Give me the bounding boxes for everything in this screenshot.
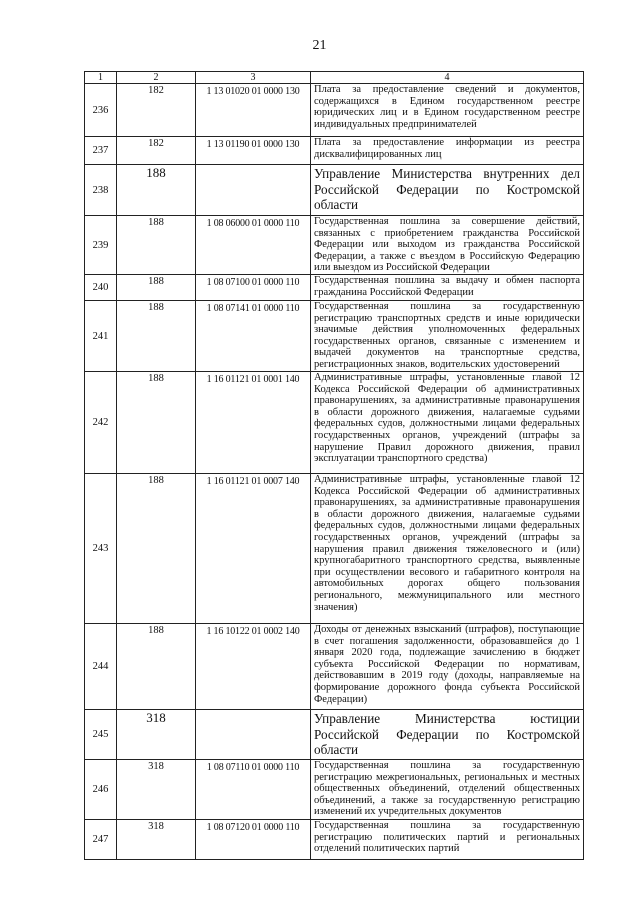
header-col-1: 1 [85,72,117,84]
row-number: 243 [85,474,117,624]
admin-code: 182 [117,84,196,137]
table-row [85,624,584,710]
revenue-description: Административные штрафы, установленные главой 12 Кодекса Российской Федерации об административных правонарушениях, за административные правонарушения в области дорожного движения, налагаемые судьями федеральных судов, должностными лицами федеральных государственных органов, учреждений (штрафы за нарушение Правил дорожного движения, правил эксплуатации транспортного средства) [311,372,584,474]
row-number: 242 [85,372,117,474]
table-row [85,301,584,372]
page-number: 21 [312,38,327,53]
revenue-description: Государственная пошлина за совершение действий, связанных с приобретением гражданства Российской Федерации или выходом из гражданства Российской Федерации, а также с въездом в Российскую Федерацию или выездом из Российской Федерации [311,216,584,275]
budget-classification-code: 1 08 06000 01 0000 110 [196,216,311,275]
header-col-2: 2 [117,72,196,84]
revenue-description: Государственная пошлина за выдачу и обмен паспорта гражданина Российской Федерации [311,275,584,301]
row-number: 244 [85,624,117,710]
row-number: 239 [85,216,117,275]
header-col-4: 4 [311,72,584,84]
admin-code: 188 [117,165,196,216]
administrator-name: Управление Министерства внутренних дел Российской Федерации по Костромской области [311,165,584,216]
budget-classification-code: 1 08 07141 01 0000 110 [196,301,311,372]
admin-code: 182 [117,137,196,165]
table-row [85,474,584,624]
revenue-description: Плата за предоставление сведений и документов, содержащихся в Едином государственном реестре юридических лиц и в Едином государственном реестре индивидуальных предпринимателей [311,84,584,137]
revenue-description: Плата за предоставление информации из реестра дисквалифицированных лиц [311,137,584,165]
table-row [85,372,584,474]
admin-code: 188 [117,372,196,474]
table-row [85,820,584,860]
revenue-description: Административные штрафы, установленные главой 12 Кодекса Российской Федерации об административных правонарушениях, за административные правонарушения в области дорожного движения, налагаемые судьями федеральных судов, должностными лицами федеральных государственных органов, учреждений (штрафы за нарушения правил движения тяжеловесного и (или) крупногабаритного транспортного средства, выявленные при осуществлении весового и габаритного контроля на автомобильных дорогах общего пользования регионального, межмуниципального или местного значения) [311,474,584,624]
budget-classification-code: 1 08 07110 01 0000 110 [196,760,311,820]
budget-classification-code: 1 16 10122 01 0002 140 [196,624,311,710]
budget-classification-code: 1 08 07120 01 0000 110 [196,820,311,860]
admin-code: 318 [117,820,196,860]
table-row [85,165,584,216]
admin-code: 318 [117,760,196,820]
admin-code: 318 [117,710,196,760]
budget-classification-code: 1 08 07100 01 0000 110 [196,275,311,301]
budget-classification-code: 1 16 01121 01 0007 140 [196,474,311,624]
revenue-description: Государственная пошлина за государственную регистрацию политических партий и региональных отделений политических партий [311,820,584,860]
admin-code: 188 [117,474,196,624]
revenue-description: Доходы от денежных взысканий (штрафов), поступающие в счет погашения задолженности, образовавшейся до 1 января 2020 года, подлежащие зачислению в бюджет субъекта Российской Федерации по нормативам, действовавшим в 2019 году (доходы, направляемые на формирование дорожного фонда субъекта Российской Федерации) [311,624,584,710]
table-row [85,275,584,301]
header-col-3: 3 [196,72,311,84]
budget-classification-code [196,165,311,216]
admin-code: 188 [117,216,196,275]
row-number: 246 [85,760,117,820]
admin-code: 188 [117,624,196,710]
admin-code: 188 [117,275,196,301]
header-row [85,72,584,84]
revenue-description: Государственная пошлина за государственную регистрацию транспортных средств и иные юридически значимые действия уполномоченных федеральных государственных органов, связанные с изменением и выдачей документов на транспортные средства, регистрационных знаков, водительских удостоверений [311,301,584,372]
row-number: 237 [85,137,117,165]
table-row [85,137,584,165]
row-number: 245 [85,710,117,760]
revenue-description: Государственная пошлина за государственную регистрацию межрегиональных, региональных и местных общественных объединений, отделений общественных объединений, а также за государственную регистрацию изменений их учредительных документов [311,760,584,820]
row-number: 241 [85,301,117,372]
row-number: 240 [85,275,117,301]
budget-classification-code [196,710,311,760]
administrator-name: Управление Министерства юстиции Российской Федерации по Костромской области [311,710,584,760]
table-row [85,84,584,137]
table-row [85,710,584,760]
budget-classification-code: 1 13 01190 01 0000 130 [196,137,311,165]
row-number: 236 [85,84,117,137]
row-number: 238 [85,165,117,216]
table-row [85,760,584,820]
budget-classification-code: 1 16 01121 01 0001 140 [196,372,311,474]
admin-code: 188 [117,301,196,372]
revenue-table [84,71,584,860]
table-row [85,216,584,275]
row-number: 247 [85,820,117,860]
budget-classification-code: 1 13 01020 01 0000 130 [196,84,311,137]
